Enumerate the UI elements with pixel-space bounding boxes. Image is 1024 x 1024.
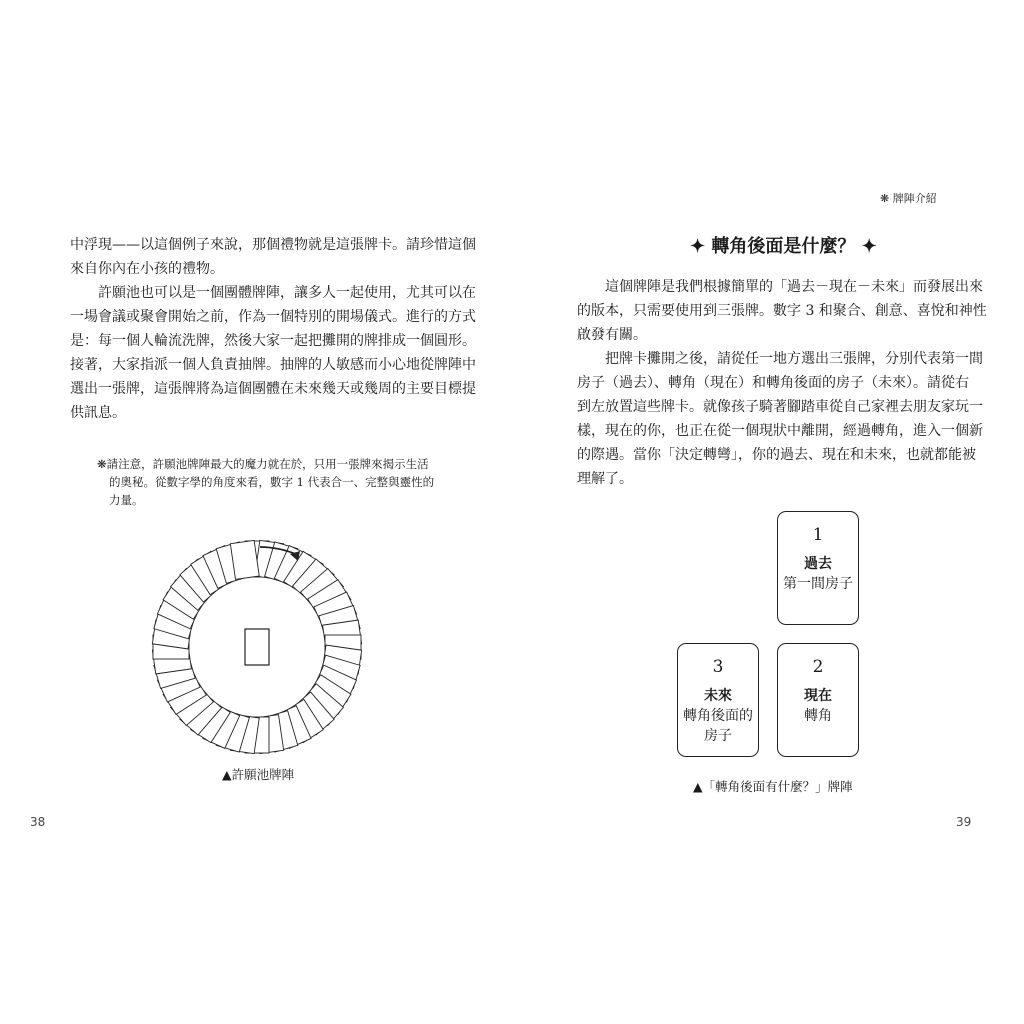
body-line: 理解了。 — [577, 471, 633, 487]
body-line: 來自你內在小孩的禮物。 — [70, 261, 224, 277]
ring-card — [230, 540, 259, 579]
body-line: 到左放置這些牌卡。就像孩子騎著腳踏車從自己家裡去朋友家玩一 — [577, 399, 983, 415]
body-line: 是：每一個人輪流洗牌，然後大家一起把攤開的牌排成一個圓形。 — [70, 333, 476, 349]
card-number: 2 — [812, 657, 824, 677]
body-line: 樣，現在的你，也正在從一個現狀中離開，經過轉角，進入一個新 — [577, 423, 983, 439]
left-figure-caption: ▲許願池牌陣 — [222, 767, 295, 782]
body-line: 一場會議或聚會開始之前，作為一個特別的開場儀式。進行的方式 — [70, 309, 476, 325]
card-description: 轉角 — [804, 708, 832, 724]
left-body-text — [70, 233, 476, 425]
footnote-line: ❋請注意，許願池牌陣最大的魔力就在於，只用一張牌來揭示生活 — [97, 457, 429, 471]
body-line: 啟發有關。 — [577, 327, 647, 343]
card-number: 1 — [812, 525, 824, 545]
card-number: 3 — [712, 657, 724, 677]
body-line: 的際遇。當你「決定轉彎」，你的過去、現在和未來，也就都能被 — [577, 447, 976, 463]
body-line: 接著，大家指派一個人負責抽牌。抽牌的人敏感而小心地從牌陣中 — [70, 357, 476, 373]
body-line: 供訊息。 — [70, 405, 126, 421]
footnote-line: 力量。 — [109, 493, 144, 507]
body-line: 選出一張牌，這張牌將為這個團體在未來幾天或幾周的主要目標提 — [70, 381, 476, 397]
body-line: 把牌卡攤開之後，請從任一地方選出三張牌，分別代表第一間 — [577, 351, 983, 367]
spread-card-past — [777, 511, 859, 625]
body-line: 許願池也可以是一個團體牌陣，讓多人一起使用，尤其可以在 — [70, 285, 476, 301]
body-line: 中浮現——以這個例子來說，那個禮物就是這張牌卡。請珍惜這個 — [70, 237, 476, 253]
spread-card-future — [677, 643, 759, 757]
page-number-left: 38 — [30, 815, 46, 829]
section-header-label: ❋ 牌陣介紹 — [880, 192, 937, 205]
section-title: ✦ 轉角後面是什麼？ ✦ — [690, 236, 877, 257]
footnote-line: 的奧秘。從數字學的角度來看，數字 1 代表合一、完整與靈性的 — [109, 475, 435, 489]
body-line: 這個牌陣是我們根據簡單的「過去－現在－未來」而發展出來 — [577, 279, 983, 295]
spread-card-present — [777, 643, 859, 757]
right-body-text — [577, 275, 987, 491]
card-description: 第一間房子 — [783, 576, 853, 592]
card-name: 現在 — [804, 688, 832, 704]
right-figure-caption: ▲「轉角後面有什麼？」牌陣 — [693, 779, 853, 794]
card-name: 未來 — [704, 688, 732, 704]
card-description: 轉角後面的 — [683, 708, 753, 724]
wishing-well-spread-illustration — [150, 535, 370, 755]
card-description: 房子 — [704, 728, 732, 744]
center-card — [245, 629, 269, 665]
card-name: 過去 — [804, 556, 832, 572]
page-number-right: 39 — [956, 815, 972, 829]
body-line: 的版本，只需要使用到三張牌。數字 3 和聚合、創意、喜悅和神性 — [577, 303, 987, 319]
footnote — [97, 455, 435, 509]
body-line: 房子（過去）、轉角（現在）和轉角後面的房子（未來）。請從右 — [577, 375, 969, 391]
